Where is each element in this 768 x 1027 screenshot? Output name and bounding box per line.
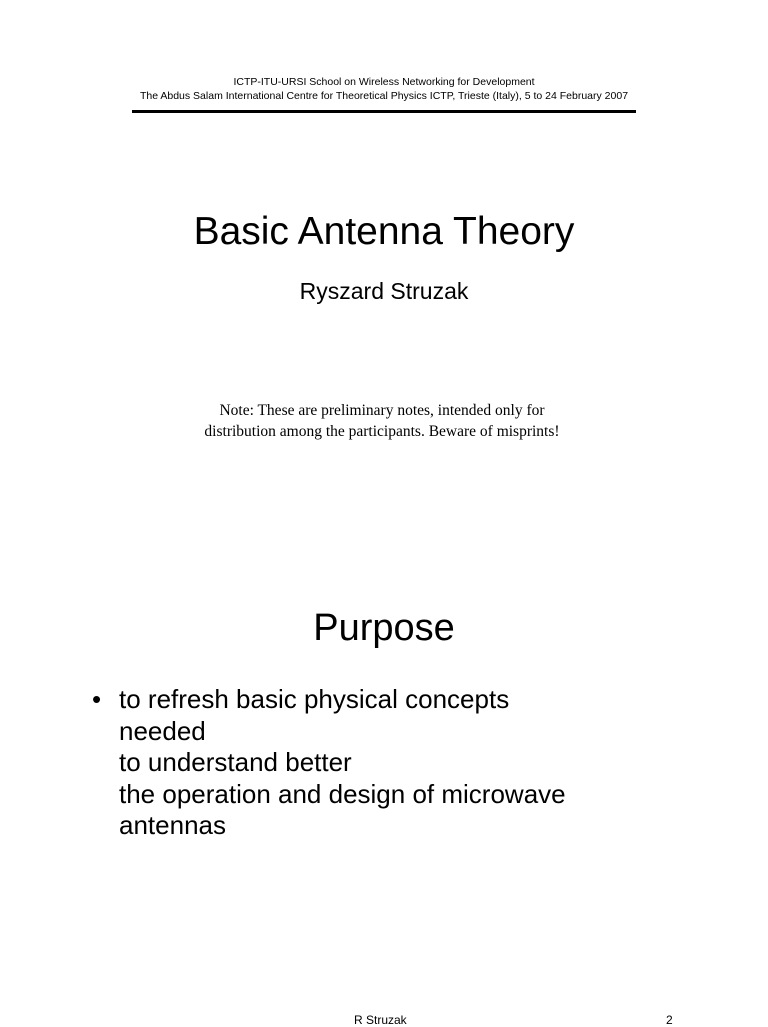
- bullet-text: [119, 684, 709, 842]
- note-line-1: Note: These are preliminary notes, intended only for: [219, 402, 545, 419]
- note-line-2: distribution among the participants. Beware of misprints!: [204, 423, 560, 440]
- bullet-line: to refresh basic physical concepts: [119, 684, 510, 714]
- bullet-line: antennas: [119, 810, 226, 840]
- footer-author: R Struzak: [354, 1013, 407, 1027]
- header-line-school: ICTP-ITU-URSI School on Wireless Networking for Development: [233, 76, 535, 88]
- page-number: 2: [666, 1013, 673, 1027]
- bullet-line: the operation and design of microwave: [119, 778, 566, 809]
- header-rule: [132, 110, 636, 113]
- document-header: [0, 75, 768, 103]
- bullet-line: to understand better: [119, 747, 352, 777]
- header-line-institution: The Abdus Salam International Centre for Theoretical Physics ICTP, Trieste (Italy), 5 to 24 February 2007: [139, 90, 629, 102]
- bullet-marker: •: [92, 684, 102, 714]
- purpose-heading: Purpose: [313, 607, 455, 649]
- document-title: Basic Antenna Theory: [193, 210, 575, 253]
- document-author: Ryszard Struzak: [299, 278, 469, 304]
- bullet-line: needed: [119, 715, 206, 746]
- preliminary-note: [0, 400, 764, 442]
